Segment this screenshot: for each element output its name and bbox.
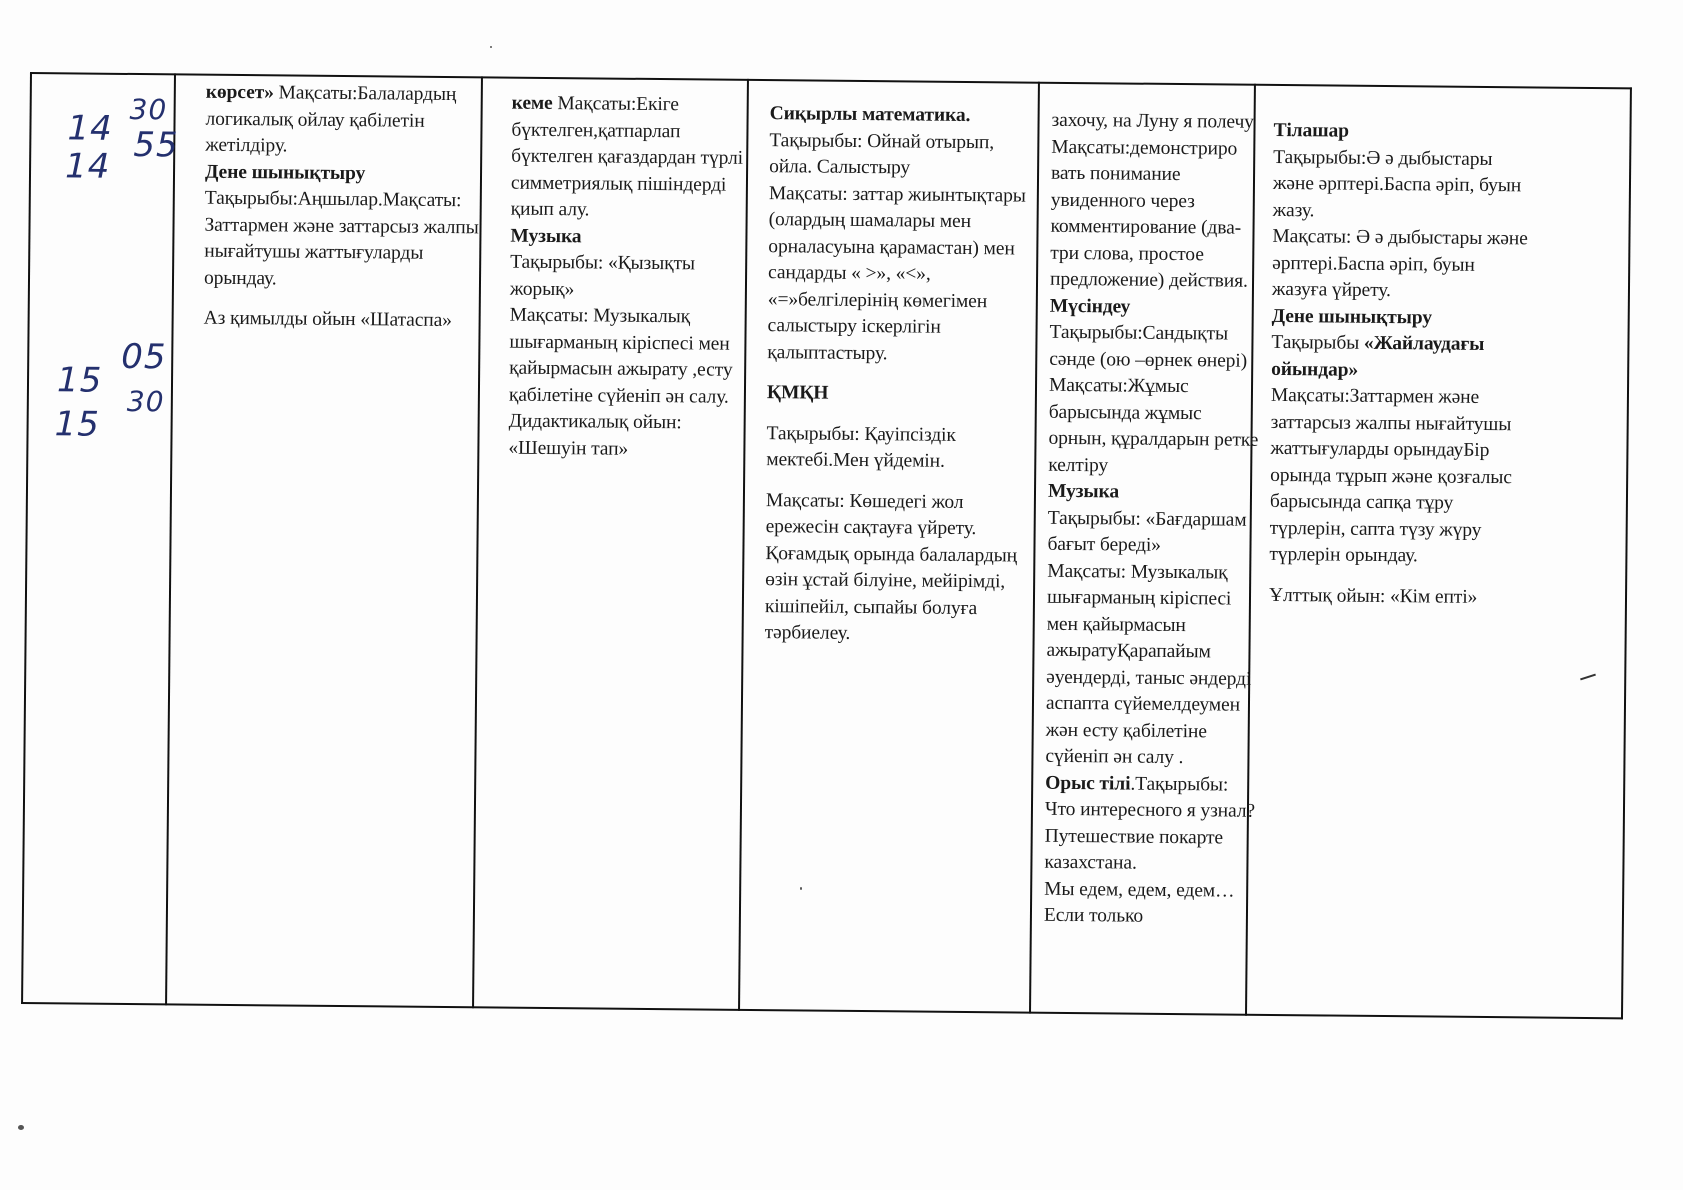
handwritten-minute: 05 [121, 336, 167, 378]
body-text: Аз қимылды ойын «Шатаспа» [203, 307, 452, 332]
bold-heading-text: Мүсіндеу [1049, 295, 1131, 318]
bold-heading-text: Дене шынықтыру [204, 161, 366, 184]
bold-heading-text: ҚМҚН [766, 382, 829, 404]
activity-cell-col5 [1264, 84, 1534, 1136]
scan-speck [800, 887, 802, 890]
bold-heading-text: Сиқырлы математика. [769, 103, 971, 127]
handwritten-minute: 30 [126, 384, 165, 419]
activity-cell-col4 [1042, 82, 1264, 1134]
activity-cell-col1 [196, 74, 484, 1127]
body-text: Ұлттық ойын: «Кім епті» [1268, 584, 1478, 608]
cell-paragraph [1051, 108, 1263, 137]
cell-paragraph [1269, 383, 1531, 571]
cell-paragraph [767, 380, 1037, 409]
cell-paragraph [767, 181, 1039, 369]
lesson-plan-table [20, 72, 1632, 1137]
cell-paragraph [1273, 144, 1534, 226]
cell-paragraph [509, 303, 750, 411]
bold-heading-text: Орыс тілі [1045, 772, 1131, 795]
handwritten-hour: 14 [64, 146, 111, 187]
cell-paragraph [510, 223, 750, 252]
body-text: Мақсаты: Музыкалық шығарманың кіріспесі мен қайырмасын ажыратуҚарапайым әуендерді, таныс әндерді аспапта сүйемелдеумен жән есту қабілетіне сүйеніп ән салу . [1045, 560, 1252, 769]
cell-paragraph [1272, 224, 1533, 306]
cell-paragraph [766, 421, 1036, 477]
scan-speck [18, 1125, 24, 1130]
body-text: .Тақырыбы: Что интересного я узнал?Путешествие покарте казахстана. [1044, 773, 1256, 874]
cell-paragraph [205, 80, 484, 162]
time-cell [22, 72, 179, 1123]
cell-paragraph [1048, 373, 1261, 481]
cell-paragraph [1269, 582, 1529, 611]
cell-paragraph [1044, 876, 1256, 931]
activity-cell-col2 [502, 77, 752, 1129]
cell-paragraph [769, 128, 1039, 184]
bold-heading-text: Музыка [510, 225, 582, 247]
body-text: Тақырыбы:Аңшылар.Мақсаты: Заттармен және заттарсыз жалпы нығайтушы жаттығуларды орындау. [203, 187, 479, 289]
cell-paragraph [1273, 118, 1533, 147]
cell-paragraph [1271, 330, 1531, 385]
bold-heading-text: Дене шынықтыру [1271, 305, 1433, 328]
cell-paragraph [1050, 134, 1264, 295]
body-text: Дидактикалық ойын: «Шешуін тап» [508, 410, 682, 460]
body-text: Мақсаты: заттар жиынтықтары (олардың шамалары мен орналасуына қарамастан) мен сандарды « >», «<», «=»белгілерінің көмегімен салыстыру іскерлігін қалыптастыру. [767, 182, 1026, 364]
body-text: Тақырыбы:Сандықты сәнде (ою –өрнек өнері) [1049, 321, 1248, 372]
body-text: Тақырыбы [1271, 331, 1365, 354]
cell-paragraph [770, 101, 1040, 130]
table-border-right [1621, 87, 1632, 1019]
body-text: Мақсаты:Екіге бүктелген,қатпарлап бүктелген қағаздардан түрлі симметриялық пішіндерді қиып алу. [510, 93, 744, 221]
cell-paragraph [1047, 505, 1259, 560]
cell-paragraph [765, 488, 1037, 650]
body-text: захочу, на Луну я полечу [1051, 109, 1254, 133]
handwritten-hour: 15 [54, 404, 101, 445]
handwritten-hour: 14 [67, 108, 113, 149]
cell-paragraph [1044, 770, 1257, 878]
body-text: Мақсаты:Балалардың логикалық ойлау қабілетін жетілдіру. [205, 82, 457, 157]
bold-heading-text: «Жайлаудағы ойындар» [1271, 332, 1485, 381]
body-text: Тақырыбы: Қауіпсіздік мектебі.Мен үйдемін. [766, 422, 956, 472]
cell-paragraph [204, 186, 483, 295]
scan-speck [490, 46, 492, 48]
body-text: Мақсаты: Көшедегі жол ережесін сақтауға үйрету. Қоғамдық орында балалардың өзін ұстай білуіне, мейірімді, кішіпейіл, сыпайы болуға тәрбиелеу. [764, 489, 1018, 644]
body-text: Мы едем, едем, едем… Если только [1043, 878, 1235, 927]
cell-paragraph [508, 409, 748, 464]
body-text: Мақсаты:Жұмыс барысында жұмыс орнын, құралдарын ретке келтіру [1048, 374, 1259, 476]
bold-heading-text: Музыка [1047, 480, 1120, 503]
cell-paragraph [510, 250, 750, 305]
bold-heading-text: кеме [511, 92, 553, 115]
cell-paragraph [1045, 558, 1259, 772]
cell-paragraph [511, 91, 752, 226]
handwritten-hour: 15 [56, 360, 103, 401]
cell-paragraph [1048, 479, 1260, 508]
body-text: Тақырыбы: Ойнай отырып, ойла. Салыстыру [769, 129, 995, 179]
body-text: Тақырыбы: «Бағдаршам бағыт береді» [1047, 507, 1247, 556]
body-text: Мақсаты: Музыкалық шығарманың кіріспесі мен қайырмасын ажырату ,есту қабілетіне сүйеніп ән салу. [508, 304, 733, 408]
cell-paragraph [205, 159, 483, 188]
activity-cell-col3 [760, 79, 1040, 1132]
body-text: Тақырыбы: «Қызықты жорық» [509, 251, 696, 300]
cell-paragraph [1272, 303, 1532, 332]
body-text: Тақырыбы:Ә ә дыбыстары және әрптері.Баспа әріп, буын жазу. [1272, 146, 1522, 221]
cell-paragraph [1049, 320, 1261, 375]
bold-heading-text: Тілашар [1273, 119, 1350, 142]
cell-paragraph [204, 306, 482, 335]
body-text: Мақсаты:Заттармен және заттарсыз жалпы нығайтушы жаттығуларды орындауБір орында тұрып және қозғалыс барысында сапқа тұру түрлерін, сапта түзу жүру түрлерін орындау. [1269, 384, 1512, 567]
body-text: Мақсаты: Ә ә дыбыстары және әрптері.Баспа әріп, буын жазуға үйрету. [1271, 225, 1528, 302]
body-text: Мақсаты:демонстриро вать понимание увиденного через комментирование (два-три слова, простое предложение) действия. [1049, 136, 1248, 292]
handwritten-minute: 30 [129, 92, 168, 127]
cell-paragraph [1050, 293, 1262, 322]
bold-heading-text: көрсет» [205, 81, 279, 104]
handwritten-minute: 55 [133, 124, 179, 166]
